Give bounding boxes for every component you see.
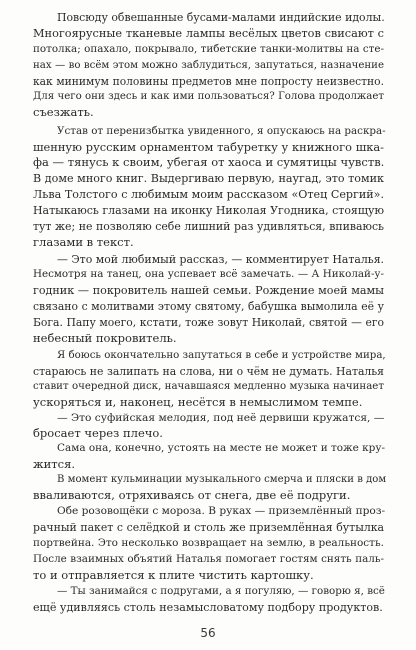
text-line: Устав от перенизбытка увиденного, я опускаюсь на раскра- <box>57 124 386 137</box>
text-line: — Ты занимайся с подругами, а я погуляю, — говорю я, всё <box>57 585 385 598</box>
text-line: В доме много книг. Выдергиваю первую, наугад, это томик <box>33 172 384 186</box>
text-line: ускоряться и, наконец, несётся в немыслимом темпе. <box>33 395 363 410</box>
text-line: Я боюсь окончательно запутаться в себе и устройстве мира, <box>57 349 386 361</box>
text-line: потолка; опахало, покрывало, тибетские танки-молитвы на сте- <box>33 42 384 55</box>
text-line: Для чего они здесь и как ими пользоваться? Голова продолжает <box>33 91 384 103</box>
text-line: ещё удивляясь столь незамысловатому подбору продуктов. <box>33 601 383 615</box>
text-line: жится. <box>33 457 76 472</box>
text-line: Несмотря на танец, она успевает всё замечать. — А Николай-у- <box>33 268 384 281</box>
text-line: глазами в текст. <box>33 234 134 249</box>
text-line: рачный пакет с селёдкой и столь же приземлённая бутылка <box>33 520 384 534</box>
text-line: небесный покровитель. <box>33 330 177 345</box>
text-line: Бога. Папу моего, кстати, тоже зовут Николай, святой — его <box>33 316 384 330</box>
text-line: Натыкаюсь глазами на иконку Николая Угодника, стоящую <box>33 204 384 218</box>
text-line: Сама она, конечно, устоять на месте не может и тоже кру- <box>57 442 386 455</box>
text-line: бросает через плечо. <box>33 426 163 441</box>
text-line: годник — покровитель нашей семьи. Рождение моей мамы <box>33 284 384 298</box>
text-line: стараюсь не залипать на слова, ни о чём не думать. Наталья <box>33 364 384 378</box>
text-line: фа — тянусь к своим, убегая от хаоса и сумятицы чувств. <box>33 155 385 170</box>
text-line: Повсюду обвешанные бусами-малами индийские идолы. <box>57 11 385 24</box>
text-line: ставит очередной диск, начавшаяся медленно музыка начинает <box>33 381 384 393</box>
text-line: Обе розовощёки с мороза. В руках — приземлённый проз- <box>57 504 386 517</box>
text-line: съезжать. <box>33 105 94 120</box>
text-line: шенную русским орнаментом табуретку у книжного шка- <box>33 139 384 154</box>
text-line: После взаимных объятий Наталья помогает гостям снять паль- <box>33 552 384 565</box>
text-line: Многоярусные тканевые лампы весёлых цветов свисают с <box>33 26 384 40</box>
text-line: связано с молитвами этому святому, бабушка вымолила её у <box>33 300 384 314</box>
text-line: тут же; не позволяю себе лишний раз удивляться, впиваюсь <box>33 219 384 233</box>
text-line: то и отправляется к плите чистить картошку. <box>33 567 314 582</box>
text-line: — Это мой любимый рассказ, — комментирует Наталья. <box>57 252 385 266</box>
text-line: — Это суфийская мелодия, под неё дервиши кружатся, — <box>57 411 385 425</box>
text-line: портвейна. Это несколько возвращает на землю, в реальность. <box>33 536 384 549</box>
text-line: В момент кульминации музыкального смерча и пляски в дом <box>57 474 387 486</box>
text-line: нах — во всём этом можно заблудиться, запутаться, назначение <box>33 59 384 71</box>
text-line: как минимум половины предметов мне попросту неизвестно. <box>33 74 384 88</box>
page-number: 56 <box>200 626 216 640</box>
text-line: вваливаются, отряхиваясь от снега, две её подруги. <box>33 488 351 503</box>
text-line: Льва Толстого с любимым моим рассказом «Отец Сергий». <box>33 188 384 202</box>
